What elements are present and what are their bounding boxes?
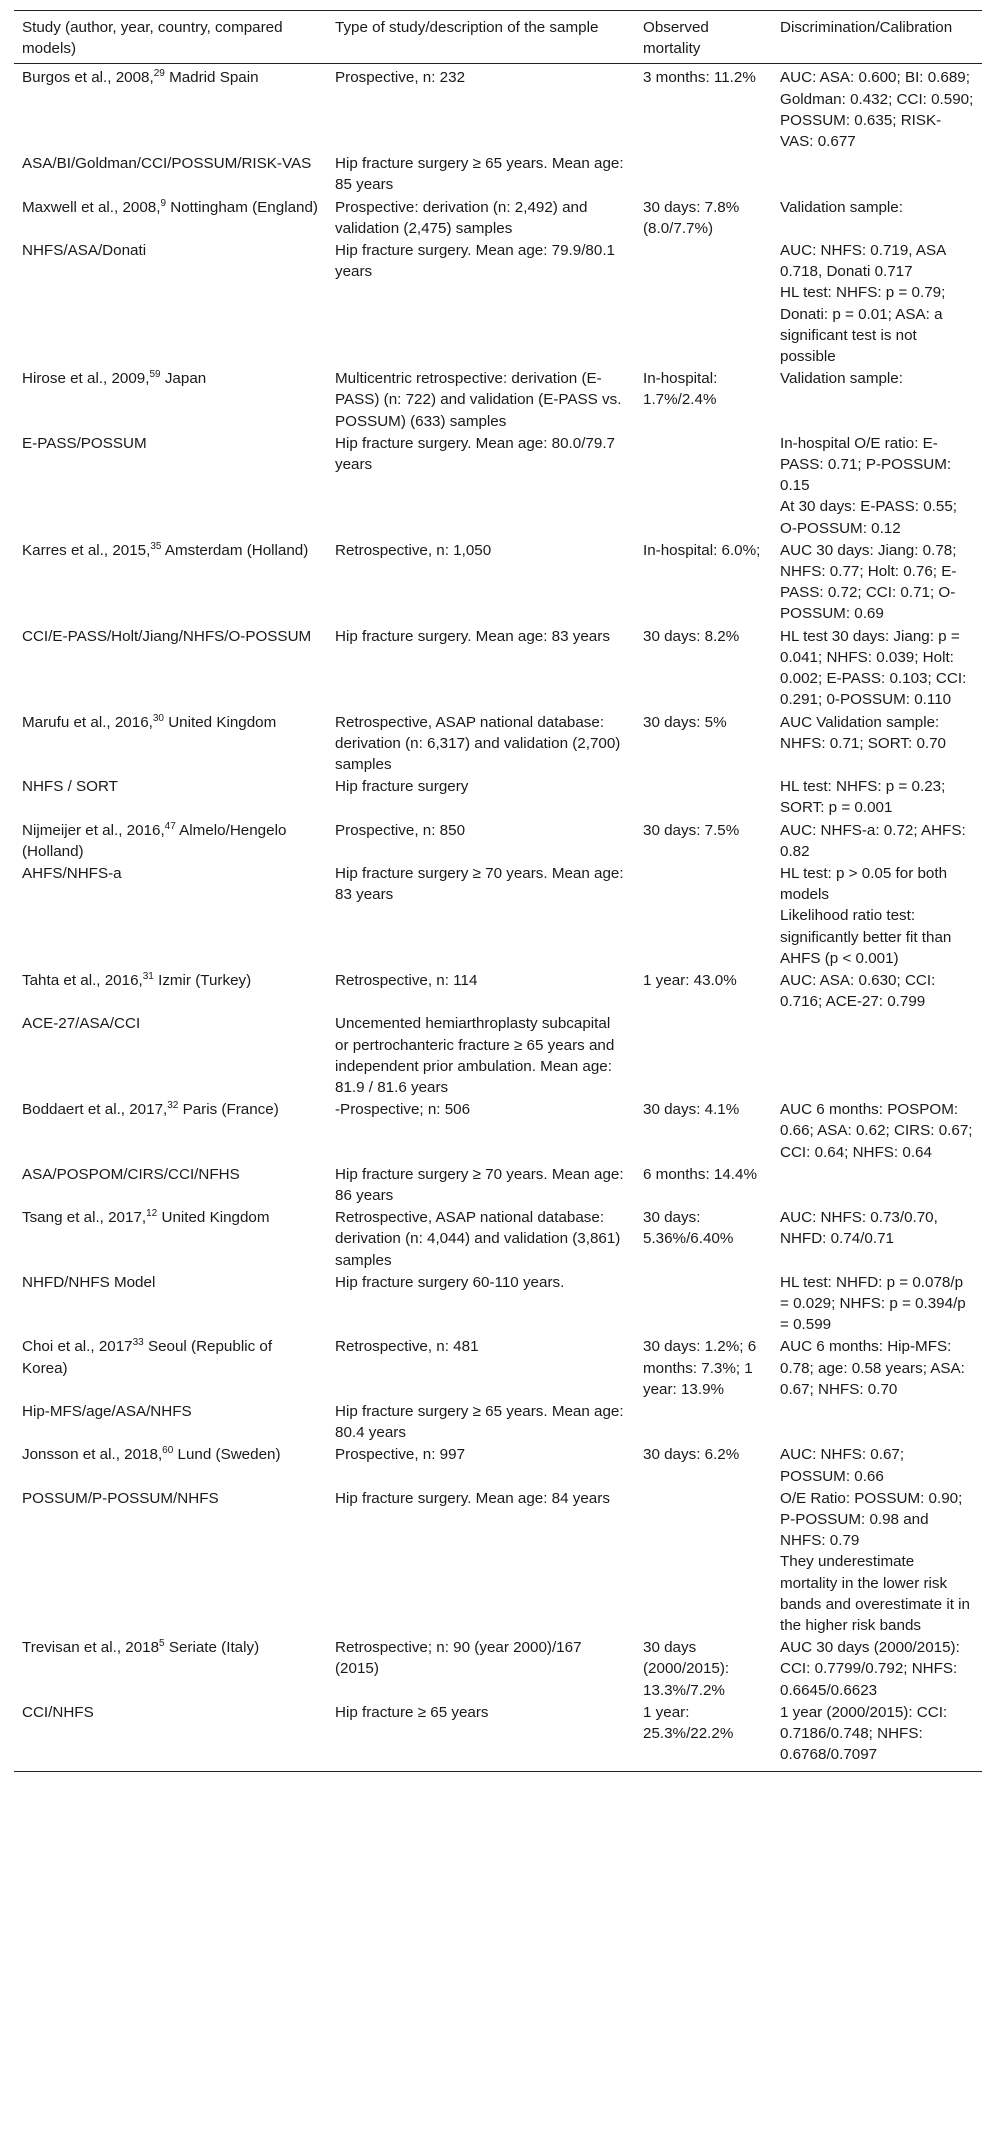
cell-study xyxy=(14,1444,327,1487)
reference-number: 30 xyxy=(152,712,164,724)
discrimination-line: AUC: NHFS: 0.719, ASA 0.718, Donati 0.717 xyxy=(780,242,946,281)
cell-type: Retrospective, ASAP national database: derivation (n: 4,044) and validation (3,861) samples xyxy=(335,1209,621,1269)
studies-table xyxy=(14,10,982,1772)
reference-number: 35 xyxy=(150,540,162,552)
cell-study xyxy=(14,1013,327,1099)
study-location: Nottingham (England) xyxy=(166,198,318,216)
discrimination-line: HL test 30 days: Jiang: p = 0.041; NHFS: 0.039; Holt: 0.002; E-PASS: 0.103; CCI: 0.291; 0-POSSUM: 0.110 xyxy=(780,627,967,709)
discrimination-line: AUC: ASA: 0.630; CCI: 0.716; ACE-27: 0.799 xyxy=(780,971,936,1011)
cell-mortality: 30 days: 7.5% xyxy=(643,821,740,839)
discrimination-line: In-hospital O/E ratio: E-PASS: 0.71; P-POSSUM: 0.15 xyxy=(780,434,952,495)
cell-mortality: 30 days: 7.8% (8.0/7.7%) xyxy=(643,198,740,237)
study-text: NHFD/NHFS Model xyxy=(22,1273,156,1291)
cell-mortality xyxy=(635,1401,772,1444)
cell-mortality: 30 days: 1.2%; 6 months: 7.3%; 1 year: 13.9% xyxy=(643,1338,757,1398)
study-text: ASA/POSPOM/CIRS/CCI/NFHS xyxy=(22,1165,240,1183)
cell-study xyxy=(14,820,327,863)
cell-discrimination xyxy=(772,1637,982,1702)
cell-type: Prospective: derivation (n: 2,492) and validation (2,475) samples xyxy=(335,198,588,237)
table-row xyxy=(14,368,982,433)
study-location: Seriate (Italy) xyxy=(164,1639,260,1657)
table-row xyxy=(14,197,982,240)
cell-mortality: 1 year: 25.3%/22.2% xyxy=(635,1702,772,1772)
cell-mortality xyxy=(635,433,772,540)
cell-mortality xyxy=(635,863,772,970)
cell-study xyxy=(14,1272,327,1337)
cell-study xyxy=(14,153,327,196)
cell-study xyxy=(14,712,327,777)
table-row xyxy=(14,820,982,863)
cell-mortality: 30 days: 5.36%/6.40% xyxy=(643,1209,734,1248)
reference-number: 12 xyxy=(146,1208,158,1220)
cell-mortality xyxy=(635,240,772,368)
header-discrimination: Discrimination/Calibration xyxy=(772,11,982,64)
cell-study xyxy=(14,863,327,970)
table-row xyxy=(14,1444,982,1487)
table-row xyxy=(14,540,982,626)
table-row xyxy=(14,970,982,1013)
discrimination-line: HL test: NHFS: p = 0.23; SORT: p = 0.001 xyxy=(780,778,946,817)
cell-discrimination xyxy=(772,1488,982,1637)
table-row xyxy=(14,1013,982,1099)
cell-type: Hip fracture surgery. Mean age: 84 years xyxy=(335,1489,610,1507)
discrimination-line: HL test: NHFS: p = 0.79; Donati: p = 0.01; ASA: a significant test is not possible xyxy=(780,284,946,366)
cell-type: Hip fracture surgery. Mean age: 80.0/79.7 years xyxy=(335,434,615,474)
table-row xyxy=(14,64,982,153)
cell-discrimination xyxy=(772,1401,982,1444)
cell-mortality xyxy=(635,1013,772,1099)
study-location: United Kingdom xyxy=(157,1209,270,1227)
cell-discrimination xyxy=(772,1272,982,1337)
cell-study xyxy=(14,368,327,433)
table-row xyxy=(14,153,982,196)
cell-mortality: 30 days: 6.2% xyxy=(643,1446,740,1464)
discrimination-line: AUC: NHFS-a: 0.72; AHFS: 0.82 xyxy=(780,821,966,860)
cell-study xyxy=(14,1207,327,1272)
study-text: Marufu et al., 2016, xyxy=(22,713,153,731)
discrimination-line: Validation sample: xyxy=(780,198,903,216)
header-mortality: Observed mortality xyxy=(635,11,772,64)
table-row xyxy=(14,433,982,540)
discrimination-line: Likelihood ratio test: significantly better fit than AHFS (p < 0.001) xyxy=(780,907,952,967)
cell-type: Retrospective, n: 114 xyxy=(335,971,478,989)
cell-type: Hip fracture surgery ≥ 65 years. Mean age: 80.4 years xyxy=(335,1403,624,1442)
study-text: Karres et al., 2015, xyxy=(22,541,151,559)
reference-number: 32 xyxy=(167,1100,179,1112)
reference-number: 29 xyxy=(153,68,165,80)
study-text: POSSUM/P-POSSUM/NHFS xyxy=(22,1489,219,1507)
discrimination-line: AUC 6 months: Hip-MFS: 0.78; age: 0.58 years; ASA: 0.67; NHFS: 0.70 xyxy=(780,1338,965,1398)
study-text: Nijmeijer et al., 2016, xyxy=(22,821,165,839)
study-text: Tahta et al., 2016, xyxy=(22,971,143,989)
cell-discrimination xyxy=(772,1164,982,1207)
study-text: Hip-MFS/age/ASA/NHFS xyxy=(22,1403,192,1420)
study-text: Choi et al., 2017 xyxy=(22,1338,133,1356)
cell-discrimination xyxy=(772,1702,982,1772)
cell-type: Prospective, n: 850 xyxy=(335,821,466,839)
discrimination-line: AUC 30 days: Jiang: 0.78; NHFS: 0.77; Holt: 0.76; E-PASS: 0.72; CCI: 0.71; O-POSSUM: 0.69 xyxy=(780,541,957,623)
table-row xyxy=(14,1702,982,1772)
study-location: Amsterdam (Holland) xyxy=(161,541,309,559)
header-study: Study (author, year, country, compared models) xyxy=(14,11,327,64)
cell-study xyxy=(14,1702,327,1772)
table-row xyxy=(14,1637,982,1702)
cell-discrimination xyxy=(772,153,982,196)
cell-mortality: 3 months: 11.2% xyxy=(643,69,756,87)
cell-mortality: 30 days (2000/2015): 13.3%/7.2% xyxy=(643,1639,730,1699)
study-text: NHFS / SORT xyxy=(22,778,118,796)
discrimination-line: AUC: ASA: 0.600; BI: 0.689; Goldman: 0.432; CCI: 0.590; POSSUM: 0.635; RISK-VAS: 0.677 xyxy=(780,69,974,151)
study-text: Boddaert et al., 2017, xyxy=(22,1101,168,1119)
cell-study xyxy=(14,240,327,368)
cell-study xyxy=(14,64,327,153)
study-text: CCI/E-PASS/Holt/Jiang/NHFS/O-POSSUM xyxy=(22,627,312,645)
cell-discrimination xyxy=(772,1336,982,1401)
discrimination-line: HL test: p > 0.05 for both models xyxy=(780,864,948,904)
table-row xyxy=(14,1488,982,1637)
discrimination-line: AUC 6 months: POSPOM: 0.66; ASA: 0.62; CIRS: 0.67; CCI: 0.64; NHFS: 0.64 xyxy=(780,1101,973,1161)
cell-study xyxy=(14,1099,327,1164)
cell-study xyxy=(14,776,327,819)
cell-type: Uncemented hemiarthroplasty subcapital or pertrochanteric fracture ≥ 65 years and independent prior ambulation. Mean age: 81.9 / 81.6 years xyxy=(335,1015,615,1096)
cell-study xyxy=(14,197,327,240)
discrimination-line: AUC: NHFS: 0.67; POSSUM: 0.66 xyxy=(780,1446,905,1485)
study-text: Tsang et al., 2017, xyxy=(22,1209,147,1227)
cell-discrimination xyxy=(772,64,982,153)
table-body xyxy=(14,64,982,1772)
cell-mortality xyxy=(635,776,772,819)
discrimination-line: They underestimate mortality in the lower risk bands and overestimate it in the higher risk bands xyxy=(780,1553,970,1635)
cell-type: Prospective, n: 997 xyxy=(335,1446,466,1464)
cell-study xyxy=(14,1336,327,1401)
study-location: Madrid Spain xyxy=(164,69,259,87)
table-row xyxy=(14,1272,982,1337)
cell-type: Hip fracture surgery. Mean age: 79.9/80.1 years xyxy=(335,242,615,281)
cell-study xyxy=(14,1488,327,1637)
reference-number: 59 xyxy=(149,369,161,381)
study-text: E-PASS/POSSUM xyxy=(22,434,147,452)
cell-discrimination xyxy=(772,1444,982,1487)
study-text: NHFS/ASA/Donati xyxy=(22,242,147,260)
table-row xyxy=(14,776,982,819)
cell-type: Retrospective, ASAP national database: derivation (n: 6,317) and validation (2,700) samples xyxy=(335,713,621,773)
discrimination-line: AUC 30 days (2000/2015): CCI: 0.7799/0.792; NHFS: 0.6645/0.6623 xyxy=(780,1639,960,1699)
study-text: Hirose et al., 2009, xyxy=(22,370,150,388)
table-row xyxy=(14,1336,982,1401)
cell-discrimination xyxy=(772,240,982,368)
discrimination-line: AUC Validation sample: NHFS: 0.71; SORT: 0.70 xyxy=(780,713,947,752)
cell-mortality xyxy=(635,1488,772,1637)
study-text: Burgos et al., 2008, xyxy=(22,69,154,87)
cell-type: Hip fracture surgery ≥ 70 years. Mean age: 83 years xyxy=(335,864,624,904)
cell-study xyxy=(14,970,327,1013)
table-row xyxy=(14,1164,982,1207)
cell-type: Retrospective, n: 481 xyxy=(335,1338,479,1356)
discrimination-line: O/E Ratio: POSSUM: 0.90; P-POSSUM: 0.98 and NHFS: 0.79 xyxy=(780,1489,963,1550)
table-container xyxy=(14,10,982,1772)
reference-number: 31 xyxy=(142,970,154,982)
reference-number: 9 xyxy=(160,197,167,209)
study-text: Jonsson et al., 2018, xyxy=(22,1446,163,1464)
cell-discrimination xyxy=(772,776,982,819)
cell-type: Multicentric retrospective: derivation (E-PASS) (n: 722) and validation (E-PASS vs. POSSUM) (633) samples xyxy=(335,370,622,430)
cell-type: Hip fracture surgery ≥ 65 years. Mean age: 85 years xyxy=(335,155,624,194)
cell-type: Hip fracture surgery. Mean age: 83 years xyxy=(335,627,610,645)
discrimination-line: HL test: NHFD: p = 0.078/p = 0.029; NHFS: p = 0.394/p = 0.599 xyxy=(780,1273,966,1334)
cell-study xyxy=(14,626,327,712)
table-row xyxy=(14,863,982,970)
study-location: United Kingdom xyxy=(163,713,277,731)
cell-discrimination xyxy=(772,712,982,777)
table-row xyxy=(14,1207,982,1272)
cell-discrimination xyxy=(772,197,982,240)
header-row xyxy=(14,11,982,64)
study-text: CCI/NHFS xyxy=(22,1703,94,1721)
cell-discrimination xyxy=(772,1099,982,1164)
header-type: Type of study/description of the sample xyxy=(327,11,635,64)
cell-discrimination xyxy=(772,820,982,863)
study-text: AHFS/NHFS-a xyxy=(22,864,122,882)
study-text: Maxwell et al., 2008, xyxy=(22,198,161,216)
cell-discrimination xyxy=(772,1013,982,1099)
cell-discrimination xyxy=(772,433,982,540)
cell-type: Hip fracture surgery xyxy=(335,778,469,796)
study-location: Almelo/Hengelo (Holland) xyxy=(22,821,287,860)
cell-mortality: 6 months: 14.4% xyxy=(643,1165,757,1183)
cell-type: Retrospective, n: 1,050 xyxy=(335,541,492,559)
cell-type: Hip fracture surgery ≥ 70 years. Mean age: 86 years xyxy=(335,1165,624,1204)
study-location: Seoul (Republic of Korea) xyxy=(22,1338,273,1377)
cell-type: Retrospective; n: 90 (year 2000)/167 (2015) xyxy=(335,1639,582,1678)
cell-mortality: 30 days: 8.2% xyxy=(643,627,740,645)
table-row xyxy=(14,1099,982,1164)
reference-number: 5 xyxy=(159,1638,165,1650)
cell-study xyxy=(14,1401,327,1444)
cell-study xyxy=(14,540,327,626)
cell-discrimination xyxy=(772,970,982,1013)
cell-mortality: 30 days: 5% xyxy=(643,713,727,731)
discrimination-line: 1 year (2000/2015): CCI: 0.7186/0.748; NHFS: 0.6768/0.7097 xyxy=(780,1703,948,1764)
discrimination-line: AUC: NHFS: 0.73/0.70, NHFD: 0.74/0.71 xyxy=(780,1209,938,1248)
study-location: Paris (France) xyxy=(178,1101,279,1119)
study-text: ASA/BI/Goldman/CCI/POSSUM/RISK-VAS xyxy=(22,155,312,173)
cell-study xyxy=(14,1164,327,1207)
cell-discrimination xyxy=(772,1207,982,1272)
cell-type: Prospective, n: 232 xyxy=(335,69,466,87)
study-text: Trevisan et al., 2018 xyxy=(22,1639,160,1657)
cell-mortality: 1 year: 43.0% xyxy=(643,971,737,989)
cell-study xyxy=(14,1637,327,1702)
cell-study xyxy=(14,433,327,540)
reference-number: 47 xyxy=(164,820,176,832)
cell-mortality: In-hospital: 1.7%/2.4% xyxy=(643,370,718,409)
table-row xyxy=(14,712,982,777)
cell-mortality xyxy=(635,153,772,196)
study-location: Japan xyxy=(160,370,207,388)
reference-number: 33 xyxy=(132,1337,144,1349)
reference-number: 60 xyxy=(162,1445,174,1457)
cell-type: Hip fracture surgery 60-110 years. xyxy=(335,1273,565,1291)
cell-discrimination xyxy=(772,863,982,970)
discrimination-line: Validation sample: xyxy=(780,370,903,388)
cell-discrimination xyxy=(772,368,982,433)
study-location: Izmir (Turkey) xyxy=(153,971,252,989)
study-location: Lund (Sweden) xyxy=(173,1446,281,1464)
cell-type: Hip fracture ≥ 65 years xyxy=(327,1702,635,1772)
discrimination-line: At 30 days: E-PASS: 0.55; O-POSSUM: 0.12 xyxy=(780,498,957,537)
table-row xyxy=(14,1401,982,1444)
table-row xyxy=(14,240,982,368)
cell-mortality: In-hospital: 6.0%; xyxy=(643,541,761,559)
cell-discrimination xyxy=(772,626,982,712)
cell-mortality: 30 days: 4.1% xyxy=(643,1101,740,1119)
study-text: ACE-27/ASA/CCI xyxy=(22,1015,141,1033)
cell-type: -Prospective; n: 506 xyxy=(335,1101,471,1119)
table-row xyxy=(14,626,982,712)
cell-discrimination xyxy=(772,540,982,626)
cell-mortality xyxy=(635,1272,772,1337)
